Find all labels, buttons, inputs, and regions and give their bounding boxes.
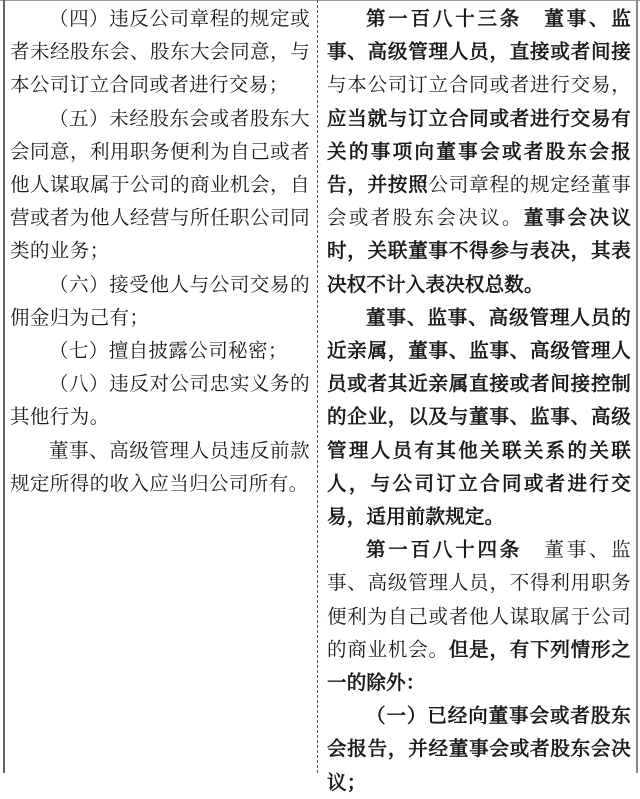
article-183-paragraph-1 <box>327 2 631 301</box>
article-183-bold-3: 董事会决议时，关联董事不得参与表决，其表决权不计入表决权总数。 <box>327 206 631 296</box>
clause-income-paragraph: 董事、高级管理人员违反前款规定所得的收入应当归公司所有。 <box>10 438 310 495</box>
clause-item-7: （七）擅自披露公司秘密； <box>49 339 288 363</box>
clause-item-8: （八）违反对公司忠实义务的其他行为。 <box>10 372 310 429</box>
article-184-heading: 第一百八十四条 <box>366 538 523 562</box>
article-183-regular-1: 与本公司订立合同或者进行交易， <box>327 73 631 97</box>
column-divider <box>317 0 318 773</box>
article-184-item-1: （一）已经向董事会或者股东会报告，并经董事会或者股东会决议； <box>327 704 631 794</box>
clause-item-6: （六）接受他人与公司交易的佣金归为己有； <box>10 272 310 329</box>
article-183-regular-2: 公司章程的规定经董事会或者股东会决议。 <box>327 173 631 230</box>
article-183-bold-2: 应当就与订立合同或者进行交易有关的事项向董事会或者股东会报告，并按照 <box>327 106 631 197</box>
article-184-bold-1: 但是，有下列情形之一的除外： <box>327 637 631 695</box>
right-column <box>327 2 631 799</box>
left-border <box>3 0 5 773</box>
left-column <box>10 2 310 500</box>
article-183-bold-1: 董事、监事、高级管理人员，直接或者间接 <box>327 7 632 64</box>
table-top-border <box>0 0 640 1</box>
clause-item-4: （四）违反公司章程的规定或者未经股东会、股东大会同意，与本公司订立合同或者进行交易； <box>10 7 310 97</box>
article-183-paragraph-2: 董事、监事、高级管理人员的近亲属，董事、监事、高级管理人员或者其近亲属直接或者间接控制的企业，以及与董事、监事、高级管理人员有其他关联关系的关联人，与公司订立合同或者进行交易，适用前款规定。 <box>327 305 631 529</box>
article-184-regular-1: 董事、监事、高级管理人员，不得利用职务便利为自己或者他人谋取属于公司的商业机会。 <box>327 538 632 661</box>
article-183-heading: 第一百八十三条 <box>366 7 523 30</box>
article-184-paragraph-1 <box>327 533 631 699</box>
clause-item-5: （五）未经股东会或者股东大会同意，利用职务便利为自己或者他人谋取属于公司的商业机会，自营或者为他人经营与所任职公司同类的业务； <box>10 106 310 263</box>
right-border <box>636 0 638 773</box>
